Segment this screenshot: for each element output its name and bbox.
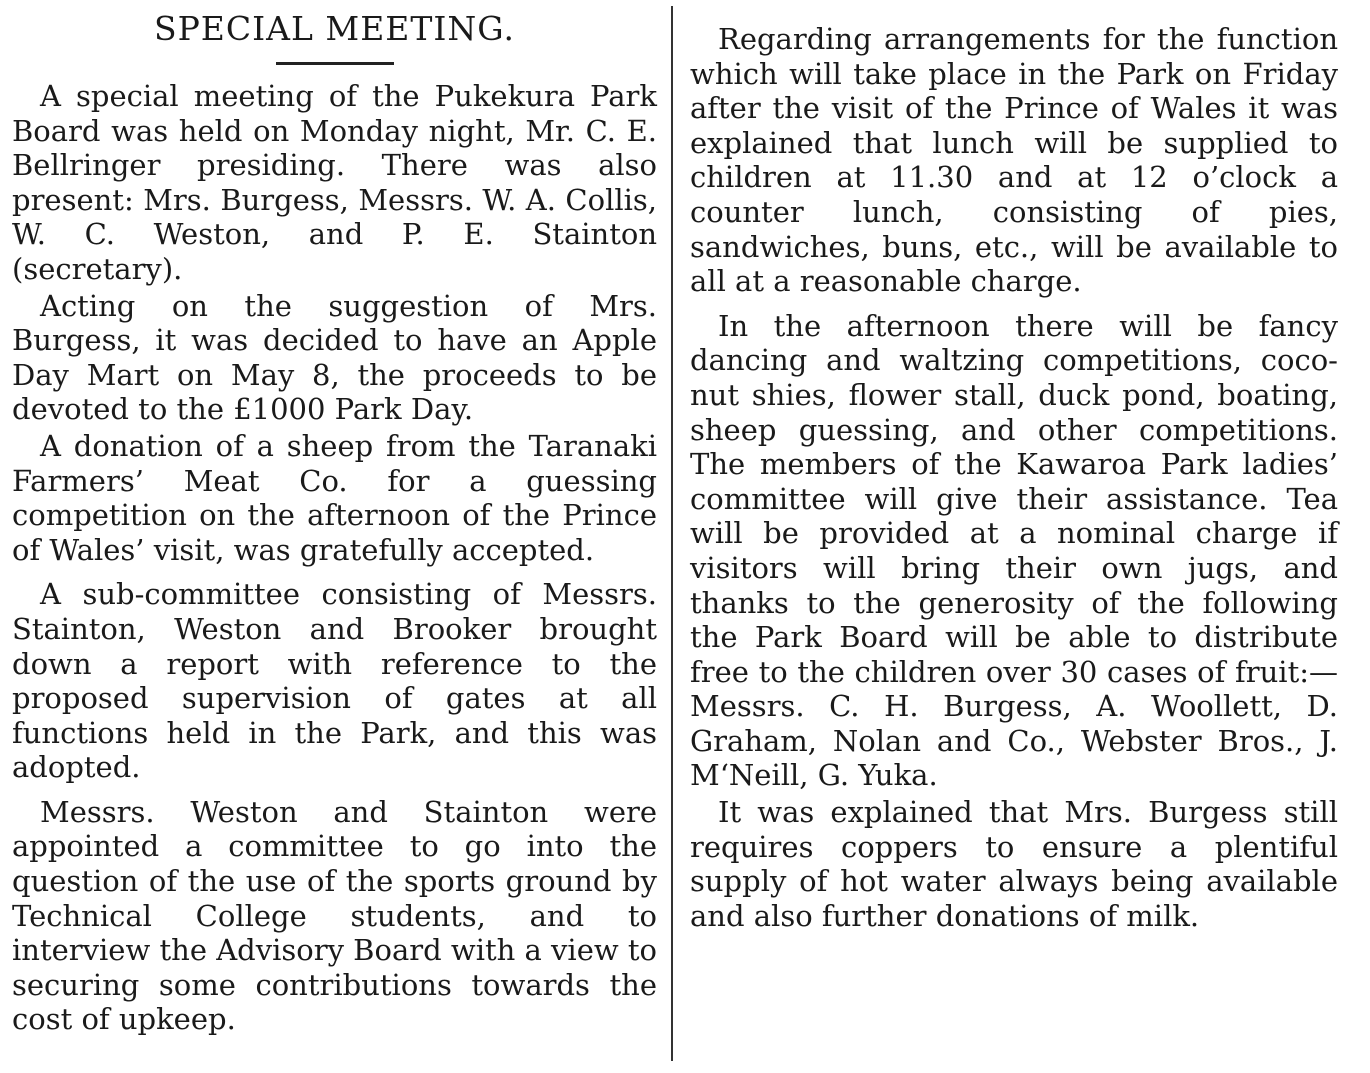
right-column bbox=[690, 0, 1338, 933]
paragraph-afternoon-events: In the afternoon there will be fancy dancing and waltzing competitions, coco-nut shies, flower stall, duck pond, boating, sheep guessing, and other competitions. The members of the Kawaroa Park ladies’ committee will give their assistance. Tea will be provided at a nominal charge if visitors will bring their own jugs, and thanks to the generosity of the following the Park Board will be able to distribute free to the children over 30 cases of fruit:—Messrs. C. H. Burgess, A. Woollett, D. Graham, Nolan and Co., Webster Bros., J. M‘Neill, G. Yuka. bbox=[690, 308, 1338, 793]
headline: SPECIAL MEETING. bbox=[154, 9, 515, 48]
paragraph-lunch-arrangements: Regarding arrangements for the function which will take place in the Park on Friday after the visit of the Prince of Wales it was explained that lunch will be supplied to children at 11.30 and at 12 o’clock a counter lunch, consisting of pies, sandwiches, buns, etc., will be available to all at a reasonable charge. bbox=[690, 22, 1338, 299]
paragraph-sports-ground: Messrs. Weston and Stainton were appointed a committee to go into the question of the use of the sports ground by Technical College students, and to interview the Advisory Board with a view to securing some contributions towards the cost of upkeep. bbox=[12, 794, 658, 1037]
headline-rule bbox=[276, 62, 394, 65]
paragraph-apple-day-mart: Acting on the suggestion of Mrs. Burgess, it was decided to have an Apple Day Mart on May 8, the proceeds to be devoted to the £1000 Park Day. bbox=[12, 288, 657, 427]
left-column bbox=[12, 0, 657, 1037]
column-divider bbox=[671, 6, 673, 1061]
paragraph-meeting-attendance: A special meeting of the Pukekura Park Board was held on Monday night, Mr. C. E. Bellringer presiding. There was also present: Mrs. Burgess, Messrs. W. A. Collis, W. C. Weston, and P. E. Stainton (secretary). bbox=[12, 79, 657, 286]
paragraph-sheep-donation: A donation of a sheep from the Taranaki Farmers’ Meat Co. for a guessing competition on the afternoon of the Prince of Wales’ visit, was gratefully accepted. bbox=[12, 428, 657, 567]
paragraph-coppers-milk: It was explained that Mrs. Burgess still requires coppers to ensure a plentiful supply of hot water always being available and also further donations of milk. bbox=[690, 795, 1338, 933]
paragraph-gate-supervision: A sub-committee consisting of Messrs. Stainton, Weston and Brooker brought down a report with reference to the proposed supervision of gates at all functions held in the Park, and this was adopted. bbox=[12, 577, 657, 785]
